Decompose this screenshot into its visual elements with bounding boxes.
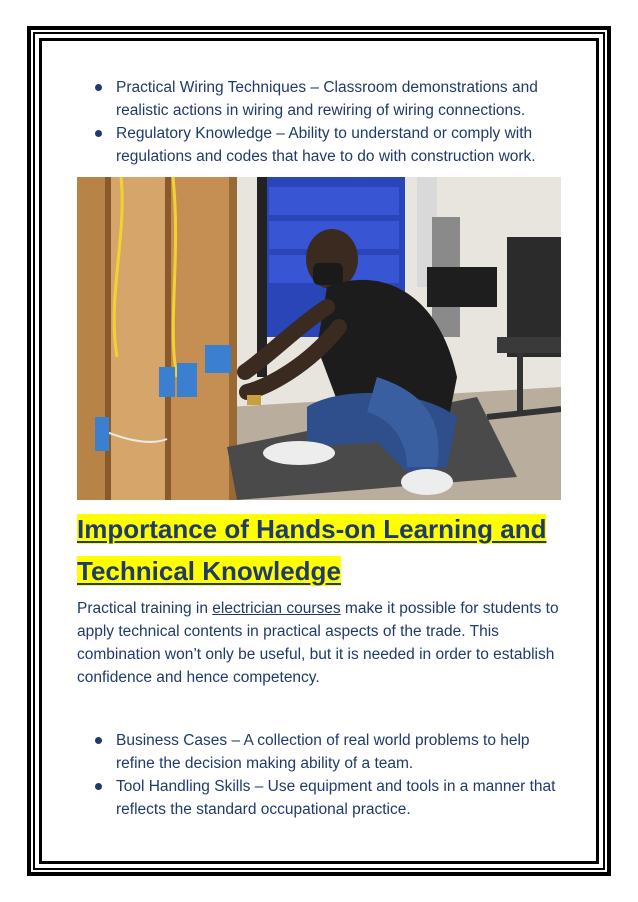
paragraph-text-start: Practical training in <box>77 600 213 617</box>
list-item-text: Regulatory Knowledge – Ability to understand or comply with regulations and codes that have to do with construction work. <box>116 125 536 165</box>
paragraph-text-end: make it possible for students to apply technical contents in practical aspects of the trade. This combination won’t only be useful, but it is needed in order to establish confidence and hence competency. <box>77 600 559 686</box>
list-item-text: Practical Wiring Techniques – Classroom demonstrations and realistic actions in wiring and rewiring of wiring connections. <box>116 79 538 119</box>
top-bullet-list-container <box>77 76 561 168</box>
list-item <box>77 729 561 775</box>
bullet-icon <box>95 737 102 744</box>
list-item <box>77 76 561 122</box>
list-item <box>77 122 561 168</box>
body-paragraph <box>77 597 561 689</box>
top-bullet-list <box>77 76 561 168</box>
bullet-icon <box>95 84 102 91</box>
list-item-text: Tool Handling Skills – Use equipment and tools in a manner that reflects the standard occupational practice. <box>116 778 556 818</box>
electrician-courses-link[interactable]: electrician courses <box>212 600 341 617</box>
section-heading <box>77 508 561 592</box>
bottom-bullet-list-container <box>77 729 561 821</box>
list-item <box>77 775 561 821</box>
section-heading-line-1: Importance of Hands-on Learning and <box>77 514 547 544</box>
electrician-training-photo <box>77 177 561 500</box>
bullet-icon <box>95 783 102 790</box>
bullet-icon <box>95 130 102 137</box>
section-heading-line-2: Technical Knowledge <box>77 556 341 586</box>
list-item-text: Business Cases – A collection of real world problems to help refine the decision making ability of a team. <box>116 732 530 772</box>
bottom-bullet-list <box>77 729 561 821</box>
